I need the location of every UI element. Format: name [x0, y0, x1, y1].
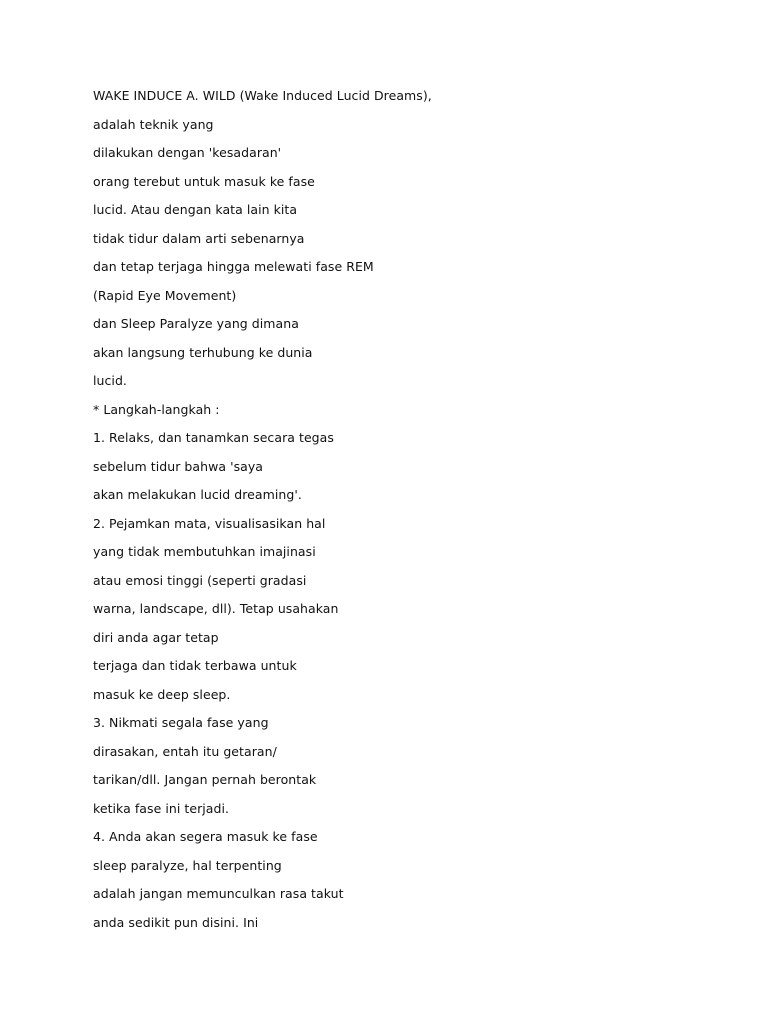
- text-line: sleep paralyze, hal terpenting: [93, 857, 282, 873]
- text-line: anda sedikit pun disini. Ini: [93, 914, 259, 930]
- text-line: ketika fase ini terjadi.: [93, 800, 230, 816]
- text-line: adalah teknik yang: [93, 116, 214, 132]
- text-line: lucid. Atau dengan kata lain kita: [93, 202, 298, 217]
- text-line: 3. Nikmati segala fase yang: [93, 715, 269, 730]
- text-line: dirasakan, entah itu getaran/: [93, 743, 277, 759]
- text-line: dilakukan dengan 'kesadaran': [93, 145, 282, 160]
- text-line: diri anda agar tetap: [93, 629, 219, 645]
- text-line: 4. Anda akan segera masuk ke fase: [93, 829, 318, 844]
- text-line: tidak tidur dalam arti sebenarnya: [93, 230, 305, 246]
- text-line: akan melakukan lucid dreaming'.: [93, 487, 302, 502]
- text-line: orang terebut untuk masuk ke fase: [93, 173, 315, 189]
- text-line: (Rapid Eye Movement): [93, 287, 237, 303]
- text-line: tarikan/dll. Jangan pernah berontak: [93, 772, 317, 787]
- text-line: lucid.: [93, 373, 127, 388]
- text-line: dan Sleep Paralyze yang dimana: [93, 316, 299, 331]
- text-line: 2. Pejamkan mata, visualisasikan hal: [93, 515, 326, 531]
- text-line: masuk ke deep sleep.: [93, 686, 231, 702]
- text-line: dan tetap terjaga hingga melewati fase REM: [93, 259, 374, 274]
- text-line: adalah jangan memunculkan rasa takut: [93, 886, 344, 901]
- text-line: akan langsung terhubung ke dunia: [93, 344, 313, 360]
- document-body: [93, 87, 713, 942]
- text-line: WAKE INDUCE A. WILD (Wake Induced Lucid Dreams),: [93, 88, 432, 103]
- text-line: * Langkah-langkah :: [93, 401, 220, 417]
- text-line: yang tidak membutuhkan imajinasi: [93, 544, 316, 559]
- text-line: sebelum tidur bahwa 'saya: [93, 458, 264, 474]
- text-line: warna, landscape, dll). Tetap usahakan: [93, 601, 339, 616]
- text-line: 1. Relaks, dan tanamkan secara tegas: [93, 430, 334, 445]
- text-line: atau emosi tinggi (seperti gradasi: [93, 572, 307, 588]
- text-line: terjaga dan tidak terbawa untuk: [93, 658, 297, 673]
